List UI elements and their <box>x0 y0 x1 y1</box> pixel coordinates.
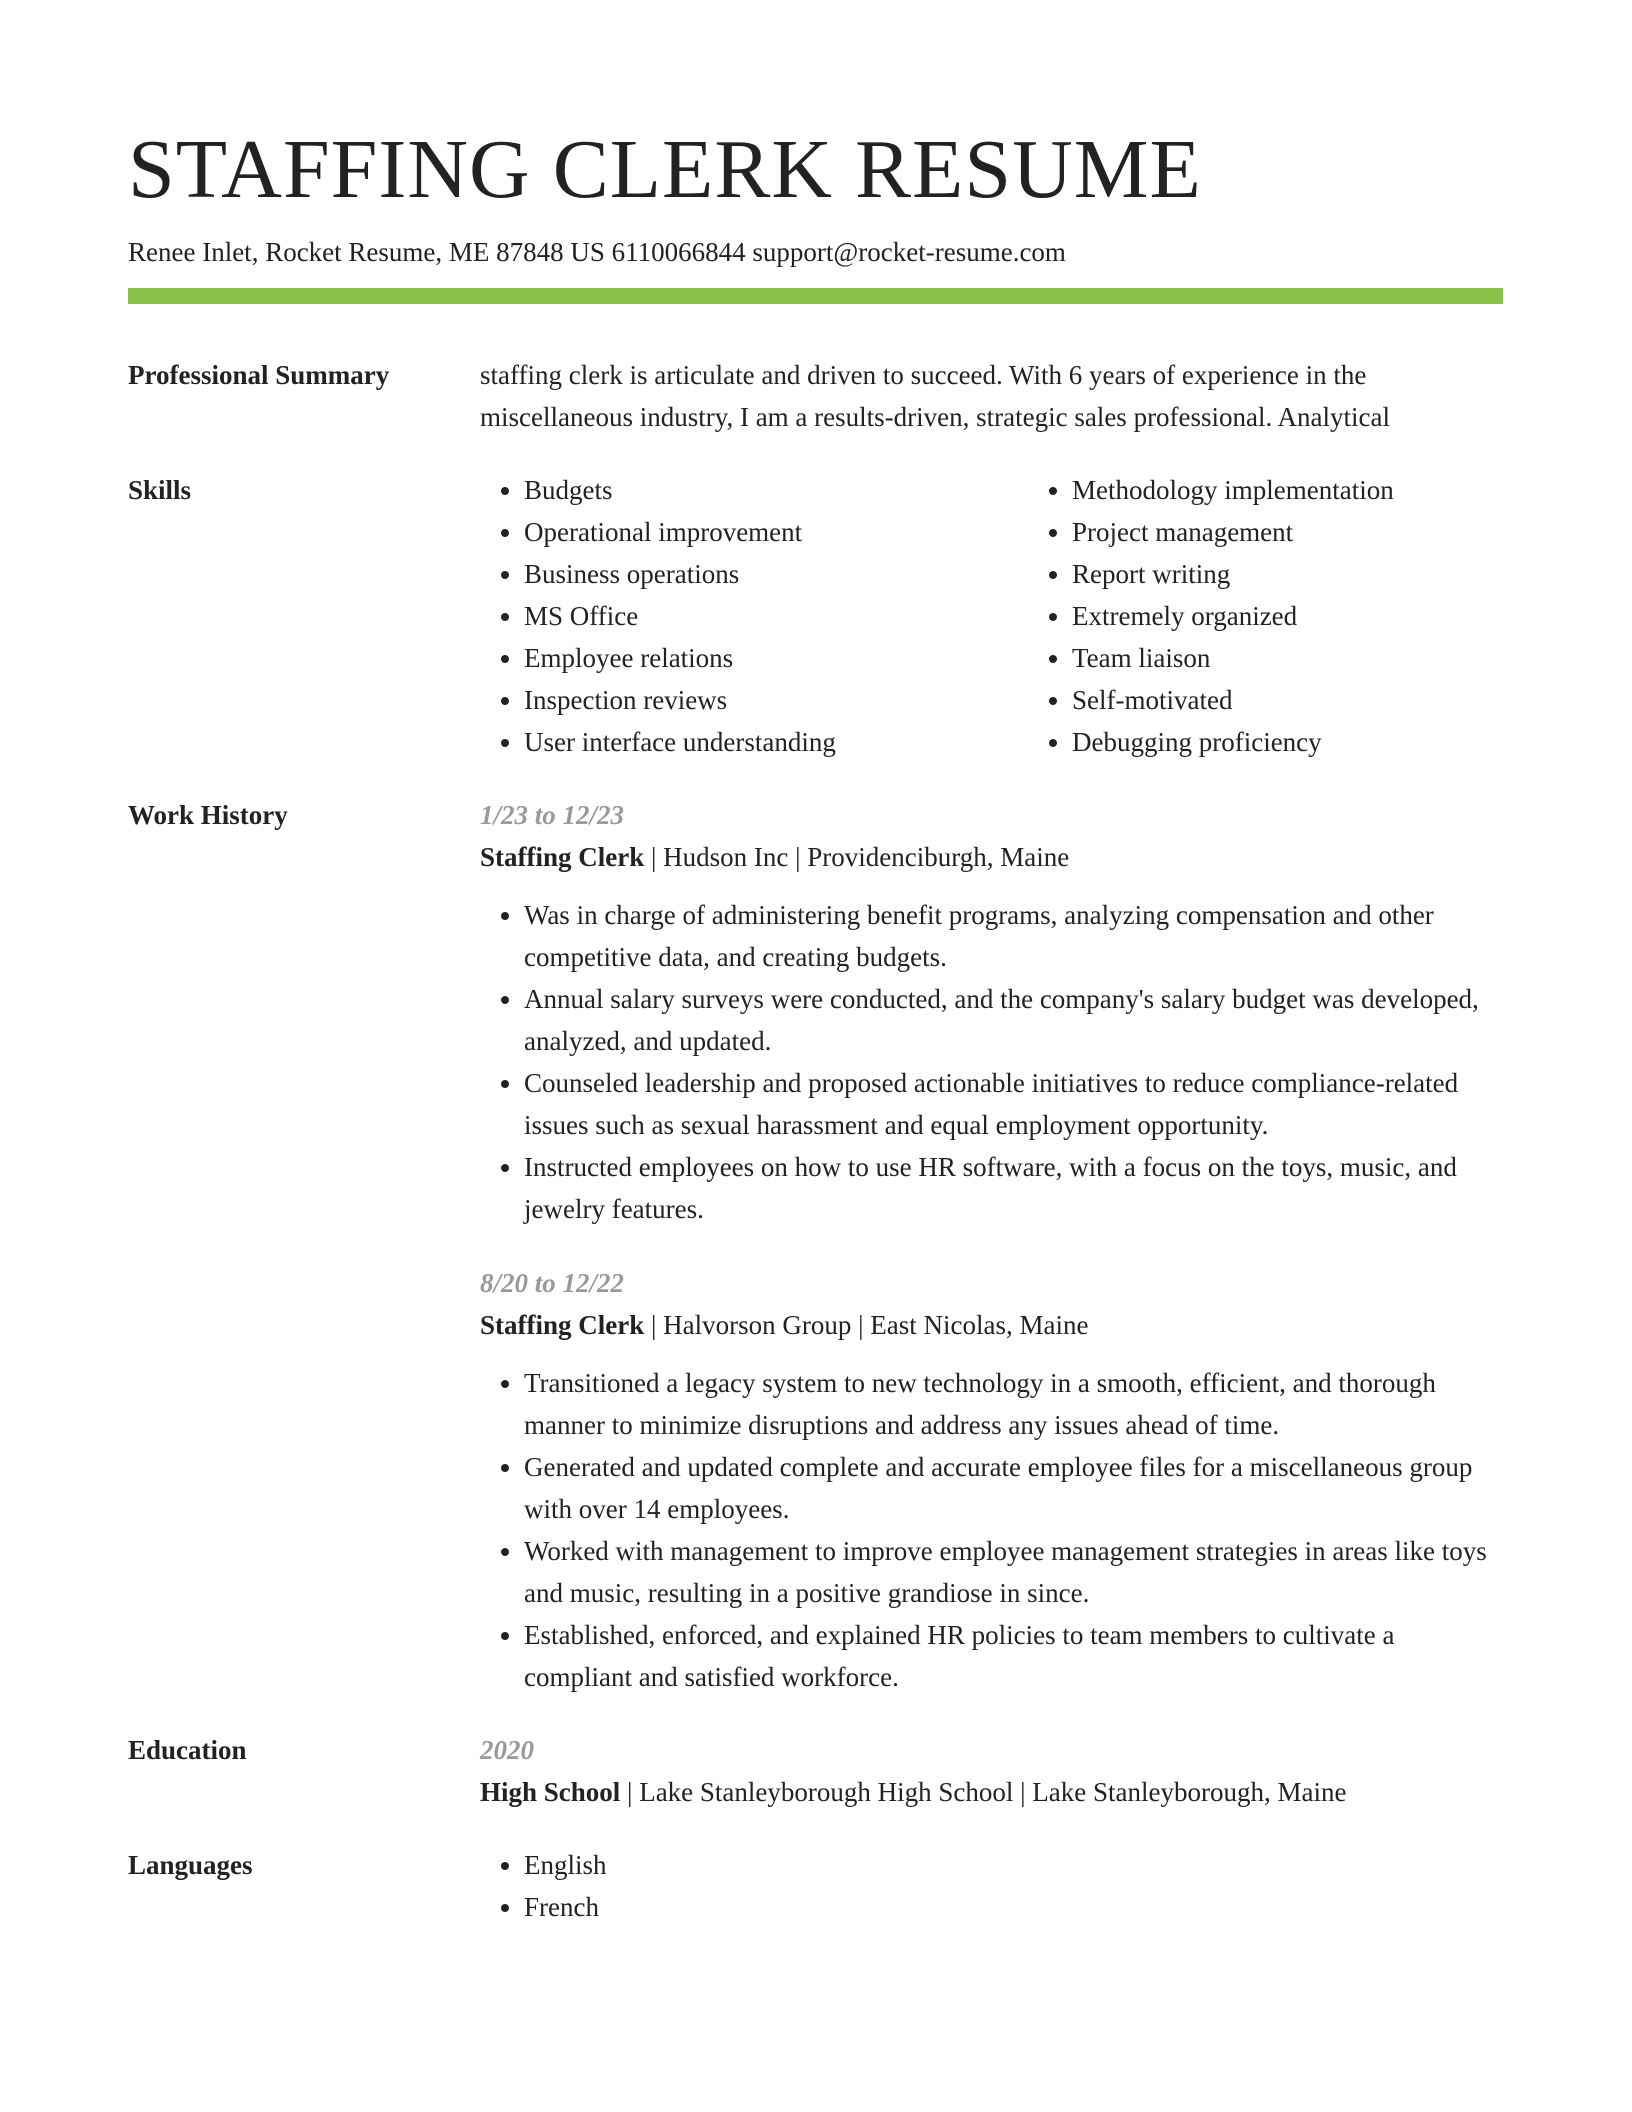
work-history-label: Work History <box>128 800 288 830</box>
languages-list <box>480 1844 1503 1928</box>
job-title: Staffing Clerk <box>480 842 645 872</box>
skills-list-left <box>480 469 1028 763</box>
education-label: Education <box>128 1735 247 1765</box>
job-date: 8/20 to 12/22 <box>480 1268 625 1298</box>
resume-title: STAFFING CLERK RESUME <box>128 123 1202 216</box>
job-bullet: • Generated and updated complete and accurate employee files for a miscellaneous group with over 14 employees. <box>524 1446 1503 1530</box>
skill-item: • MS Office <box>524 595 1028 637</box>
skill-item: • User interface understanding <box>524 721 1028 763</box>
job-bullet: • Counseled leadership and proposed actionable initiatives to reduce compliance-related issues such as sexual harassment and equal employment opportunity. <box>524 1062 1503 1146</box>
job-role-line <box>480 836 1503 878</box>
language-item: • English <box>524 1844 1503 1886</box>
job-bullet: • Instructed employees on how to use HR software, with a focus on the toys, music, and jewelry features. <box>524 1146 1503 1230</box>
job-entry <box>480 794 1503 1230</box>
resume-page <box>128 120 1503 1928</box>
job-role-line <box>480 1304 1503 1346</box>
job-bullet: • Worked with management to improve employee management strategies in areas like toys and music, resulting in a positive grandiose in since. <box>524 1530 1503 1614</box>
skill-item: • Business operations <box>524 553 1028 595</box>
education-line <box>480 1771 1503 1813</box>
job-bullet: • Transitioned a legacy system to new technology in a smooth, efficient, and thorough manner to minimize disruptions and address any issues ahead of time. <box>524 1362 1503 1446</box>
summary-section <box>128 354 1503 438</box>
summary-body <box>480 354 1503 438</box>
languages-label: Languages <box>128 1850 253 1880</box>
accent-divider <box>128 288 1503 304</box>
skills-section <box>128 469 1503 763</box>
job-bullet: • Was in charge of administering benefit programs, analyzing compensation and other competitive data, and creating budgets. <box>524 894 1503 978</box>
education-section <box>128 1729 1503 1813</box>
skill-item: • Report writing <box>1072 553 1576 595</box>
languages-section <box>128 1844 1503 1928</box>
skill-item: • Debugging proficiency <box>1072 721 1576 763</box>
job-bullet: • Annual salary surveys were conducted, and the company's salary budget was developed, analyzed, and updated. <box>524 978 1503 1062</box>
education-body <box>480 1729 1503 1813</box>
language-item: • French <box>524 1886 1503 1928</box>
job-title: Staffing Clerk <box>480 1310 645 1340</box>
skill-item: • Inspection reviews <box>524 679 1028 721</box>
skill-item: • Operational improvement <box>524 511 1028 553</box>
languages-body <box>480 1844 1503 1928</box>
skill-item: • Methodology implementation <box>1072 469 1576 511</box>
job-date: 1/23 to 12/23 <box>480 800 625 830</box>
summary-text: staffing clerk is articulate and driven to succeed. With 6 years of experience in the miscellaneous industry, I am a results-driven, strategic sales professional. Analytical <box>480 360 1390 432</box>
job-entry <box>480 1262 1503 1698</box>
job-bullet: • Established, enforced, and explained HR policies to team members to cultivate a compliant and satisfied workforce. <box>524 1614 1503 1698</box>
job-details: | Halvorson Group | East Nicolas, Maine <box>644 1310 1089 1340</box>
skill-item: • Extremely organized <box>1072 595 1576 637</box>
skills-list-right <box>1028 469 1576 763</box>
contact-line: Renee Inlet, Rocket Resume, ME 87848 US 6110066844 support@rocket-resume.com <box>128 237 1066 267</box>
skill-item: • Budgets <box>524 469 1028 511</box>
skills-columns <box>480 469 1576 763</box>
job-bullets <box>480 1362 1503 1698</box>
job-details: | Hudson Inc | Providenciburgh, Maine <box>644 842 1070 872</box>
job-bullets <box>480 894 1503 1230</box>
work-history-section <box>128 794 1503 1698</box>
summary-label: Professional Summary <box>128 360 390 390</box>
education-details: | Lake Stanleyborough High School | Lake Stanleyborough, Maine <box>620 1777 1347 1807</box>
skill-item: • Employee relations <box>524 637 1028 679</box>
skill-item: • Team liaison <box>1072 637 1576 679</box>
work-history-body <box>480 794 1503 1698</box>
education-date: 2020 <box>480 1735 534 1765</box>
skills-label: Skills <box>128 475 192 505</box>
skill-item: • Project management <box>1072 511 1576 553</box>
education-degree: High School <box>480 1777 621 1807</box>
skill-item: • Self-motivated <box>1072 679 1576 721</box>
